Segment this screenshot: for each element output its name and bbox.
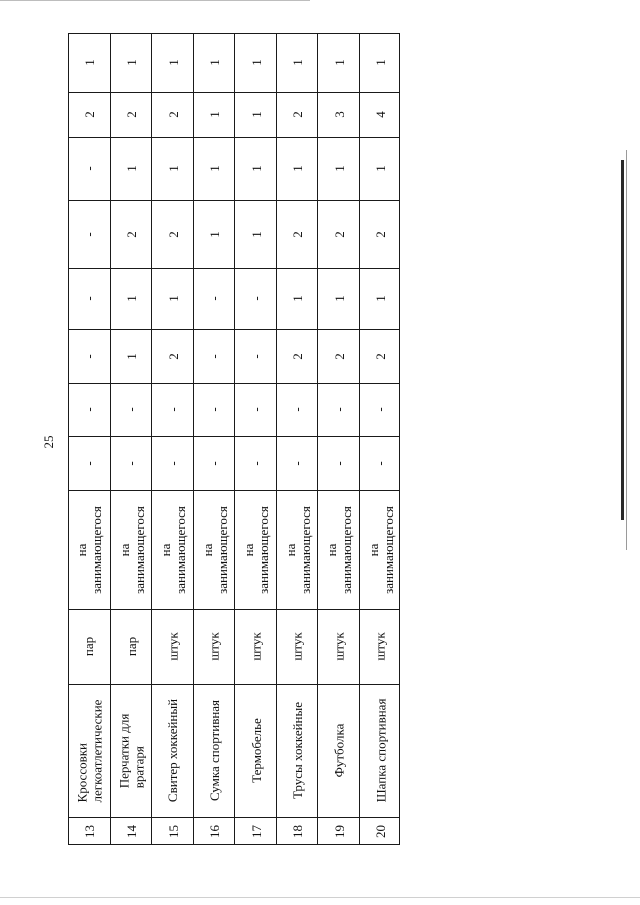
- basis: [200, 506, 230, 594]
- quantity-value: 2: [165, 230, 181, 238]
- quantity-value: 4: [373, 111, 388, 118]
- item-name-cell: [318, 684, 360, 817]
- item-name-cell: [152, 684, 194, 817]
- basis-line: занимающегося: [131, 505, 147, 594]
- quantity-cell: [318, 268, 360, 329]
- page-number: 25: [41, 435, 56, 449]
- quantity-cell: [152, 329, 194, 383]
- quantity-cell: [68, 329, 110, 383]
- quantity-value: 1: [248, 59, 264, 66]
- quantity-cell: [68, 92, 110, 137]
- quantity-cell: [277, 33, 318, 92]
- quantity-cell: [194, 436, 235, 490]
- quantity-cell: [235, 92, 277, 137]
- unit-cell: [318, 609, 360, 684]
- quantity-value: 2: [124, 111, 139, 118]
- quantity-value: -: [373, 407, 388, 412]
- quantity-cell: [235, 268, 277, 329]
- quantity-value: -: [81, 353, 97, 359]
- table-row: [276, 33, 317, 845]
- quantity-value: 2: [331, 230, 347, 238]
- table-row: [359, 33, 400, 845]
- basis-line: занимающегося: [297, 505, 313, 594]
- quantity-cell: [111, 268, 152, 329]
- basis: [241, 506, 271, 594]
- item-name-line: легкоатлетические: [89, 699, 105, 802]
- row-number-cell: [318, 817, 360, 845]
- quantity-value: 1: [124, 352, 139, 360]
- quantity-cell: [194, 329, 235, 383]
- quantity-cell: [277, 200, 318, 268]
- row-number-cell: [111, 817, 152, 845]
- quantity-value: -: [81, 231, 97, 237]
- quantity-value: 2: [165, 111, 181, 118]
- table-row: [68, 33, 110, 845]
- scan-edge-right-faint: [626, 150, 627, 550]
- row-number-cell: [235, 817, 277, 845]
- quantity-cell: [277, 329, 318, 383]
- quantity-cell: [318, 33, 360, 92]
- basis-line: на: [282, 543, 298, 556]
- quantity-value: -: [331, 407, 347, 412]
- quantity-cell: [277, 383, 318, 436]
- quantity-cell: [68, 33, 110, 92]
- basis-cell: [111, 490, 152, 609]
- basis-cell: [235, 490, 277, 609]
- unit-cell: [360, 609, 401, 684]
- basis-line: на: [324, 543, 339, 556]
- basis-cell: [360, 490, 401, 609]
- item-name-line: вратаря: [131, 745, 147, 788]
- quantity-cell: [235, 33, 277, 92]
- row-number: 15: [165, 824, 181, 838]
- unit: штук: [165, 632, 181, 661]
- row-number-cell: [277, 817, 318, 845]
- quantity-value: 1: [248, 111, 264, 118]
- item-name-line: Шапка спортивная: [373, 698, 389, 803]
- basis-line: на: [158, 543, 173, 556]
- quantity-value: -: [81, 296, 97, 301]
- quantity-value: -: [373, 460, 388, 466]
- quantity-value: 2: [81, 111, 97, 118]
- quantity-cell: [111, 383, 152, 436]
- quantity-value: 2: [331, 352, 347, 360]
- quantity-value: -: [81, 460, 97, 466]
- quantity-cell: [277, 137, 318, 200]
- item-name-line: Кроссовки: [74, 742, 90, 802]
- row-number: 17: [248, 824, 264, 838]
- quantity-value: 2: [290, 111, 305, 118]
- unit: штук: [290, 632, 305, 661]
- basis-line: на: [74, 543, 89, 556]
- item-name: [74, 699, 104, 802]
- quantity-cell: [194, 92, 235, 137]
- quantity-cell: [360, 436, 401, 490]
- item-name: [207, 700, 222, 801]
- quantity-value: -: [290, 407, 305, 412]
- basis: [158, 506, 188, 594]
- quantity-cell: [152, 383, 194, 436]
- row-number-cell: [360, 817, 401, 845]
- item-name-cell: [360, 684, 401, 817]
- quantity-value: 1: [207, 230, 222, 238]
- row-number: 20: [373, 824, 388, 838]
- row-number-cell: [68, 817, 110, 845]
- basis-cell: [152, 490, 194, 609]
- quantity-value: 1: [124, 295, 139, 302]
- quantity-value: 1: [165, 165, 181, 172]
- quantity-value: 1: [248, 165, 264, 172]
- quantity-value: 3: [331, 111, 347, 118]
- quantity-value: -: [248, 407, 264, 412]
- quantity-value: -: [81, 407, 97, 412]
- quantity-value: -: [248, 296, 264, 301]
- quantity-cell: [277, 268, 318, 329]
- quantity-cell: [235, 329, 277, 383]
- quantity-value: -: [207, 353, 222, 359]
- unit: штук: [248, 632, 264, 661]
- basis: [324, 506, 354, 594]
- unit: пар: [123, 636, 139, 657]
- quantity-cell: [194, 33, 235, 92]
- unit-cell: [277, 609, 318, 684]
- quantity-cell: [111, 329, 152, 383]
- item-name: [117, 713, 147, 788]
- quantity-value: 1: [290, 295, 305, 302]
- quantity-cell: [194, 383, 235, 436]
- row-number: 18: [290, 824, 305, 838]
- basis-cell: [68, 490, 110, 609]
- quantity-value: -: [290, 460, 305, 466]
- quantity-cell: [318, 137, 360, 200]
- item-name: [249, 718, 264, 783]
- quantity-value: 2: [165, 352, 181, 360]
- quantity-value: 1: [124, 165, 139, 172]
- quantity-cell: [360, 383, 401, 436]
- table-row: [317, 33, 359, 845]
- quantity-cell: [235, 137, 277, 200]
- basis-line: занимающегося: [214, 505, 230, 594]
- quantity-value: 1: [124, 59, 139, 66]
- basis: [117, 506, 147, 594]
- quantity-cell: [360, 137, 401, 200]
- item-name: [332, 724, 347, 778]
- item-name-line: Термобелье: [248, 718, 264, 783]
- quantity-cell: [194, 268, 235, 329]
- quantity-value: 1: [81, 59, 97, 66]
- quantity-cell: [152, 436, 194, 490]
- quantity-cell: [111, 137, 152, 200]
- quantity-value: 1: [248, 230, 264, 238]
- quantity-cell: [152, 33, 194, 92]
- quantity-value: -: [165, 460, 181, 466]
- table-row: [110, 33, 151, 845]
- quantity-cell: [235, 436, 277, 490]
- quantity-value: 1: [331, 295, 347, 302]
- quantity-cell: [68, 436, 110, 490]
- quantity-cell: [318, 329, 360, 383]
- unit: пар: [81, 636, 97, 657]
- row-number: 16: [207, 824, 222, 838]
- item-name-cell: [111, 684, 152, 817]
- quantity-cell: [318, 92, 360, 137]
- unit: штук: [207, 632, 222, 661]
- item-name: [373, 699, 388, 803]
- quantity-value: 2: [124, 230, 139, 238]
- row-number: 13: [81, 824, 97, 838]
- item-name-line: Перчатки для: [116, 713, 132, 788]
- item-name-cell: [68, 684, 110, 817]
- basis-line: на: [241, 543, 256, 556]
- unit: штук: [331, 632, 347, 661]
- item-name-line: Трусы хоккейные: [290, 701, 305, 800]
- quantity-cell: [194, 137, 235, 200]
- unit-cell: [235, 609, 277, 684]
- basis: [283, 506, 313, 594]
- quantity-value: 2: [373, 352, 388, 360]
- basis-line: занимающегося: [89, 505, 104, 594]
- quantity-value: 1: [207, 111, 222, 118]
- quantity-cell: [152, 268, 194, 329]
- quantity-cell: [360, 92, 401, 137]
- quantity-cell: [111, 436, 152, 490]
- quantity-value: 1: [290, 59, 305, 66]
- quantity-cell: [68, 137, 110, 200]
- quantity-cell: [152, 200, 194, 268]
- quantity-value: -: [207, 296, 222, 301]
- quantity-cell: [68, 383, 110, 436]
- quantity-cell: [360, 268, 401, 329]
- item-name-line: Свитер хоккейный: [165, 698, 181, 803]
- unit-cell: [68, 609, 110, 684]
- quantity-cell: [111, 33, 152, 92]
- unit-cell: [152, 609, 194, 684]
- quantity-value: 1: [207, 165, 222, 172]
- row-number: 14: [124, 824, 139, 838]
- quantity-cell: [277, 436, 318, 490]
- quantity-cell: [360, 200, 401, 268]
- quantity-value: 2: [373, 230, 388, 238]
- quantity-cell: [235, 200, 277, 268]
- scan-edge-bottom: [0, 897, 640, 898]
- unit-cell: [194, 609, 235, 684]
- quantity-cell: [318, 200, 360, 268]
- quantity-value: -: [207, 460, 222, 466]
- item-name: [290, 702, 305, 799]
- table-row: [151, 33, 193, 845]
- quantity-value: 2: [290, 230, 305, 238]
- quantity-value: -: [207, 407, 222, 412]
- quantity-value: -: [331, 460, 347, 466]
- row-number-cell: [194, 817, 235, 845]
- basis-cell: [277, 490, 318, 609]
- quantity-value: 1: [165, 295, 181, 302]
- quantity-cell: [68, 200, 110, 268]
- quantity-value: -: [248, 460, 264, 466]
- quantity-value: -: [81, 166, 97, 171]
- quantity-value: 1: [290, 165, 305, 172]
- basis-line: занимающегося: [173, 505, 188, 594]
- quantity-value: 1: [331, 59, 347, 66]
- item-name-line: Сумка спортивная: [207, 699, 222, 802]
- basis-line: на: [199, 543, 215, 556]
- basis-line: на: [365, 543, 381, 556]
- item-name-line: Футболка: [331, 723, 347, 778]
- basis-line: занимающегося: [339, 505, 354, 594]
- quantity-value: 1: [373, 165, 388, 172]
- quantity-cell: [277, 92, 318, 137]
- item-name-cell: [277, 684, 318, 817]
- quantity-cell: [235, 383, 277, 436]
- row-number: 19: [331, 824, 347, 838]
- quantity-cell: [111, 92, 152, 137]
- scan-edge-right: [621, 160, 624, 520]
- quantity-cell: [194, 200, 235, 268]
- quantity-cell: [360, 329, 401, 383]
- quantity-value: 1: [331, 165, 347, 172]
- quantity-cell: [152, 137, 194, 200]
- quantity-cell: [111, 200, 152, 268]
- basis: [366, 506, 396, 594]
- quantity-cell: [318, 383, 360, 436]
- row-number-cell: [152, 817, 194, 845]
- item-name-cell: [194, 684, 235, 817]
- table-row: [234, 33, 276, 845]
- quantity-value: 1: [165, 59, 181, 66]
- item-name: [166, 699, 181, 802]
- quantity-cell: [152, 92, 194, 137]
- quantity-value: 1: [373, 59, 388, 66]
- basis-cell: [194, 490, 235, 609]
- basis-line: занимающегося: [380, 505, 396, 594]
- quantity-value: -: [124, 407, 139, 412]
- basis: [74, 506, 104, 594]
- basis-line: на: [116, 543, 132, 556]
- quantity-value: -: [124, 460, 139, 466]
- quantity-value: -: [248, 353, 264, 359]
- scan-edge-top: [0, 0, 310, 1]
- quantity-value: -: [165, 407, 181, 412]
- basis-line: занимающегося: [256, 505, 271, 594]
- quantity-value: 1: [207, 59, 222, 66]
- quantity-cell: [68, 268, 110, 329]
- quantity-cell: [318, 436, 360, 490]
- item-name-cell: [235, 684, 277, 817]
- unit-cell: [111, 609, 152, 684]
- table-row: [193, 33, 234, 845]
- quantity-value: 1: [373, 295, 388, 302]
- quantity-value: 2: [290, 352, 305, 360]
- unit: штук: [373, 632, 388, 661]
- quantity-cell: [360, 33, 401, 92]
- basis-cell: [318, 490, 360, 609]
